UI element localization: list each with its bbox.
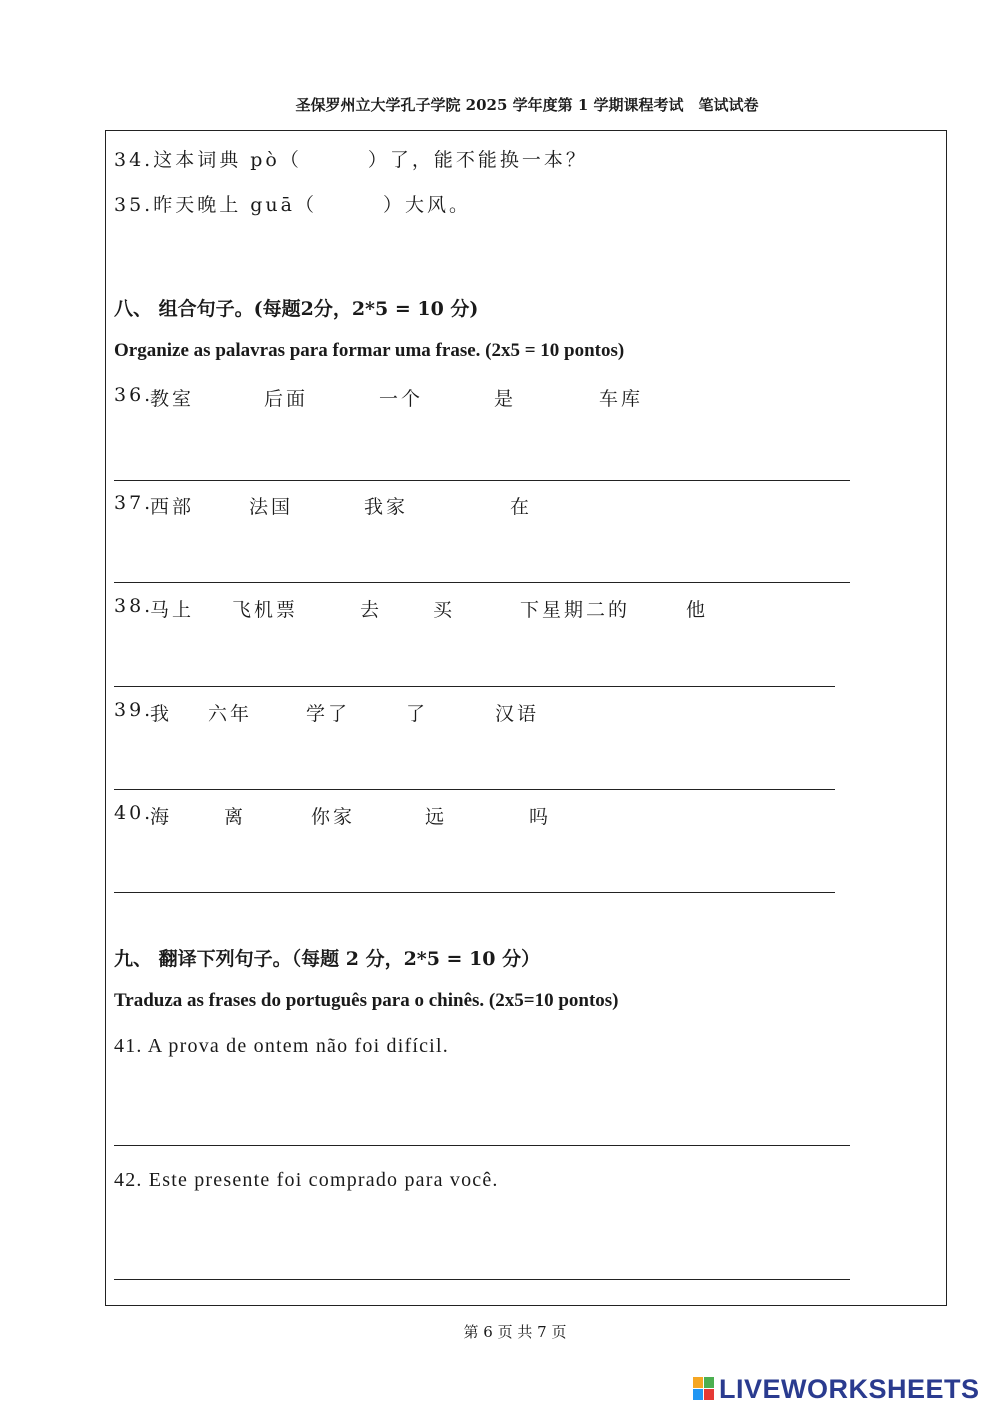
section-9-title: 九、 翻译下列句子。（每题 2 分，2*5 = 10 分） <box>114 948 541 970</box>
word-chip: 法国 <box>249 496 294 518</box>
question-38 <box>114 595 834 621</box>
section-9-instruction: Traduza as frases do português para o chinês. (2x5=10 pontos) <box>114 990 619 1011</box>
word-chip: 后面 <box>264 388 309 410</box>
question-37 <box>114 492 814 518</box>
word-chip: 我家 <box>364 496 409 518</box>
answer-line-42[interactable] <box>114 1279 850 1280</box>
word-chip: 飞机票 <box>232 599 299 621</box>
answer-line-38[interactable] <box>114 686 835 687</box>
question-number: 37. <box>114 492 154 514</box>
word-chip: 海 <box>150 806 173 828</box>
word-chip: 在 <box>510 496 533 518</box>
question-34: 34.这本词典 pò（ ）了，能不能换一本？ <box>114 149 588 171</box>
question-number: 39. <box>114 699 154 721</box>
logo-text: LIVEWORKSHEETS <box>719 1373 980 1404</box>
word-chip: 六年 <box>208 703 253 725</box>
answer-line-36[interactable] <box>114 480 850 481</box>
word-chip: 买 <box>433 599 456 621</box>
liveworksheets-logo[interactable] <box>693 1372 980 1406</box>
question-35: 35.昨天晚上 guā（ ）大风。 <box>114 194 471 216</box>
word-chip: 是 <box>494 388 517 410</box>
question-39 <box>114 699 814 725</box>
word-chip: 汉语 <box>495 703 540 725</box>
answer-line-41[interactable] <box>114 1145 850 1146</box>
answer-line-40[interactable] <box>114 892 835 893</box>
section-8-instruction: Organize as palavras para formar uma frase. (2x5 = 10 pontos) <box>114 340 625 361</box>
question-number: 40. <box>114 802 154 824</box>
word-chip: 一个 <box>379 388 424 410</box>
word-chip: 他 <box>686 599 709 621</box>
section-8-title: 八、 组合句子。(每题2分，2*5 = 10 分) <box>114 298 479 320</box>
word-chip: 远 <box>425 806 448 828</box>
answer-line-37[interactable] <box>114 582 850 583</box>
answer-line-39[interactable] <box>114 789 835 790</box>
word-chip: 我 <box>150 703 173 725</box>
word-chip: 了 <box>406 703 429 725</box>
word-chip: 教室 <box>150 388 195 410</box>
question-number: 38. <box>114 595 154 617</box>
word-chip: 吗 <box>529 806 552 828</box>
question-40 <box>114 802 814 828</box>
question-number: 36. <box>114 384 154 406</box>
question-36 <box>114 384 814 410</box>
word-chip: 你家 <box>311 806 356 828</box>
word-chip: 下星期二的 <box>520 599 631 621</box>
question-42: 42. Este presente foi comprado para você. <box>114 1169 499 1191</box>
logo-blocks-icon <box>693 1377 715 1401</box>
page-number: 第 6 页 共 7 页 <box>463 1323 567 1341</box>
word-chip: 去 <box>360 599 383 621</box>
word-chip: 马上 <box>150 599 195 621</box>
word-chip: 西部 <box>150 496 195 518</box>
word-chip: 学了 <box>306 703 351 725</box>
word-chip: 离 <box>224 806 247 828</box>
question-41: 41. A prova de ontem não foi difícil. <box>114 1035 449 1057</box>
word-chip: 车库 <box>599 388 644 410</box>
exam-header: 圣保罗州立大学孔子学院 2025 学年度第 1 学期课程考试 笔试试卷 <box>295 96 759 114</box>
